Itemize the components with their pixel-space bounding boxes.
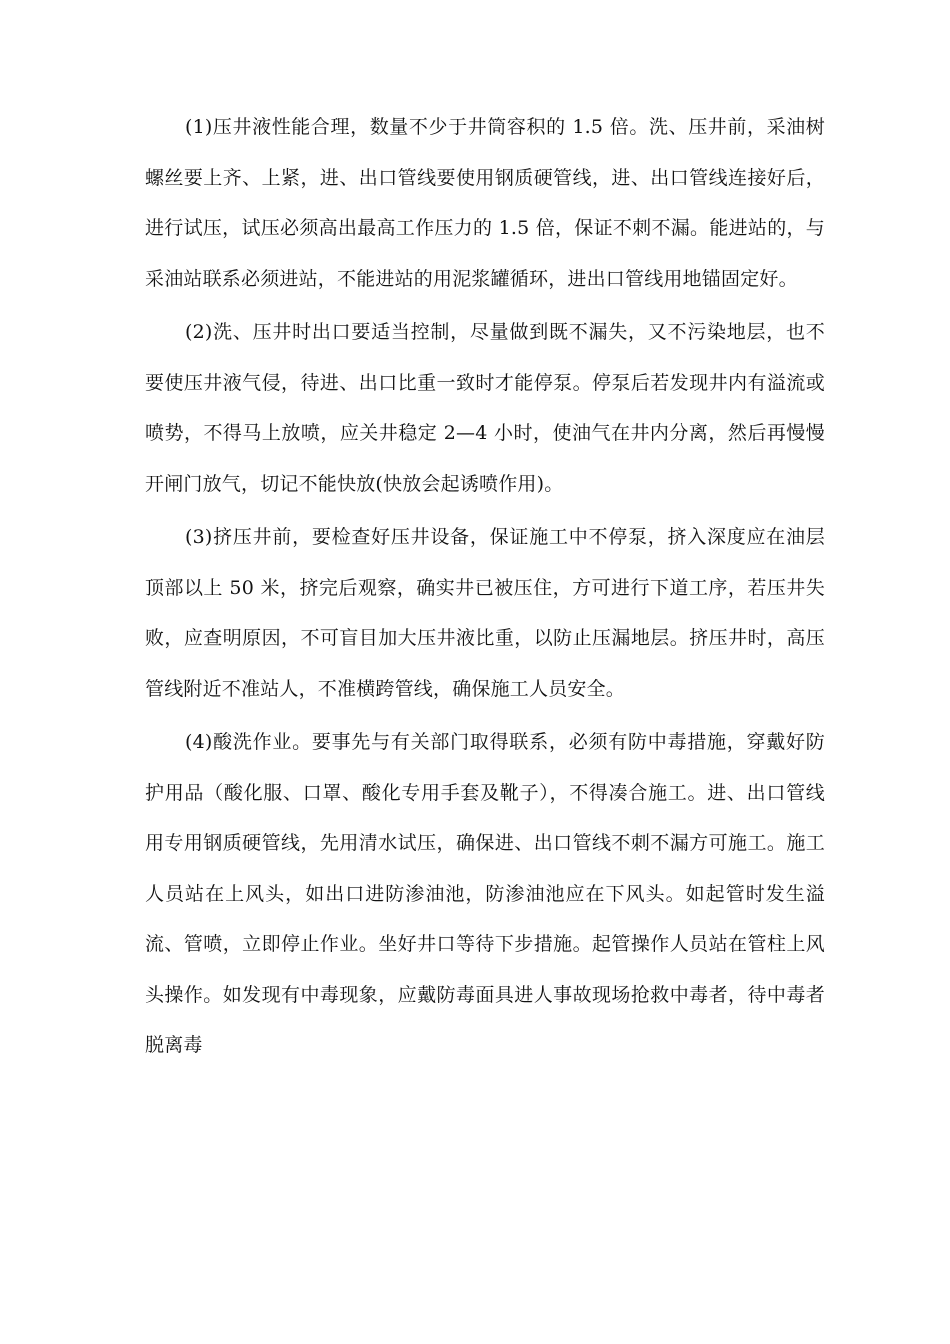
paragraph-4: (4)酸洗作业。要事先与有关部门取得联系，必须有防中毒措施，穿戴好防护用品（酸化服、口罩、酸化专用手套及靴子），不得凑合施工。进、出口管线用专用钢质硬管线，先用清水试压，确保进、出口管线不刺不漏方可施工。施工人员站在上风头，如出口进防渗油池，防渗油池应在下风头。如起管时发生溢流、管喷，立即停止作业。坐好井口等待下步措施。起管操作人员站在管柱上风头操作。如发现有中毒现象，应戴防毒面具进人事故现场抢救中毒者，待中毒者脱离毒: [145, 731, 825, 1056]
paragraph-1: (1)压井液性能合理，数量不少于井筒容积的 1.5 倍。洗、压井前，采油树螺丝要上齐、上紧，进、出口管线要使用钢质硬管线，进、出口管线连接好后，进行试压，试压必须高出最高工作压力的 1.5 倍，保证不刺不漏。能进站的，与采油站联系必须进站，不能进站的用泥浆罐循环，进出口管线用地锚固定好。: [145, 116, 825, 290]
paragraph-3: (3)挤压井前，要检查好压井设备，保证施工中不停泵，挤入深度应在油层顶部以上 50 米，挤完后观察，确实井已被压住，方可进行下道工序，若压井失败，应查明原因，不可盲目加大压井液比重，以防止压漏地层。挤压井时，高压管线附近不准站人，不准横跨管线，确保施工人员安全。: [145, 526, 825, 700]
paragraph-2: (2)洗、压井时出口要适当控制，尽量做到既不漏失，又不污染地层，也不要使压井液气侵，待进、出口比重一致时才能停泵。停泵后若发现井内有溢流或喷势，不得马上放喷，应关井稳定 2—4 小时，使油气在井内分离，然后再慢慢开闸门放气，切记不能快放(快放会起诱喷作用)。: [145, 321, 825, 495]
document-body: [145, 102, 825, 1074]
